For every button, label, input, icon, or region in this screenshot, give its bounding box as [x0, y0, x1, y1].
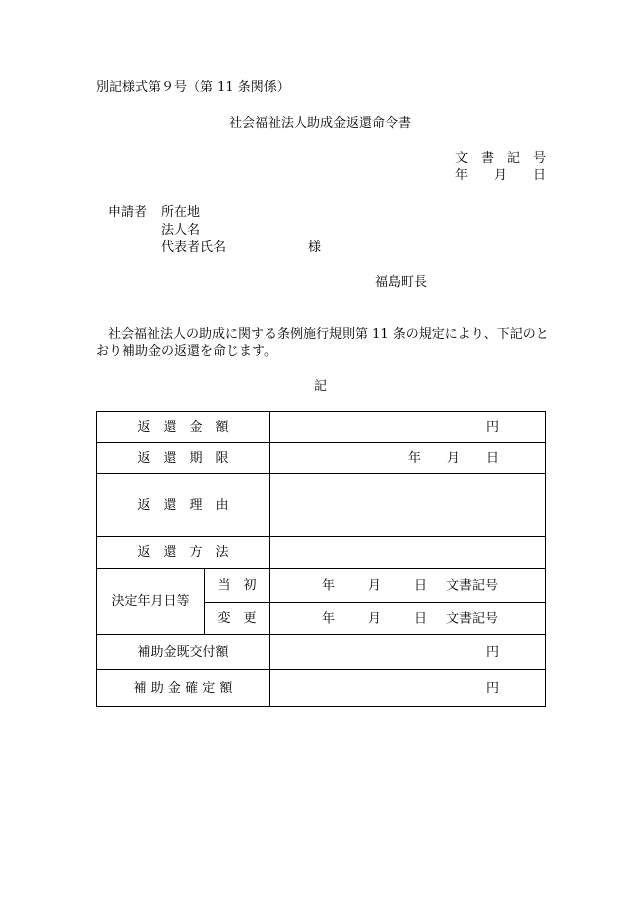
initial-day: 日 [414, 578, 428, 593]
change-day: 日 [414, 611, 428, 626]
reason-label: 返 還 理 由 [97, 474, 270, 537]
method-label: 返 還 方 法 [97, 537, 270, 569]
address-label: 所在地 [161, 205, 201, 220]
confirmed-amount-unit: 円 [270, 670, 546, 707]
table-row [97, 569, 546, 603]
change-month: 月 [368, 611, 382, 626]
delivered-amount-label: 補助金既交付額 [97, 635, 270, 670]
table-row [97, 670, 546, 707]
change-label: 変 更 [205, 603, 270, 635]
initial-date-value [270, 569, 546, 603]
refund-details-table [96, 411, 546, 707]
body-line-1: 社会福祉法人の助成に関する条例施行規則第 11 条の規定により、下記のと [108, 327, 549, 342]
initial-year: 年 [322, 578, 336, 593]
initial-month: 月 [368, 578, 382, 593]
applicant-label: 申請者 [108, 205, 148, 220]
delivered-amount-unit: 円 [270, 635, 546, 670]
table-row [97, 412, 546, 443]
change-date-value [270, 603, 546, 635]
confirmed-amount-label: 補 助 金 確 定 額 [97, 670, 270, 707]
table-row [97, 443, 546, 474]
representative-label: 代表者氏名 [161, 240, 227, 255]
corp-name-label: 法人名 [161, 223, 201, 238]
initial-doc-no: 文書記号 [446, 578, 499, 593]
reason-value [270, 474, 546, 537]
doc-number-label: 文 書 記 号 [455, 151, 547, 166]
decision-date-label: 決定年月日等 [97, 569, 205, 635]
table-row [97, 537, 546, 569]
method-value [270, 537, 546, 569]
table-row [97, 635, 546, 670]
change-year: 年 [322, 611, 336, 626]
date-label: 年 月 日 [455, 168, 547, 183]
body-line-2: おり補助金の返還を命じます。 [96, 344, 277, 359]
change-doc-no: 文書記号 [446, 611, 499, 626]
table-row [97, 474, 546, 537]
form-number: 別記様式第９号（第 11 条関係） [96, 80, 290, 95]
amount-unit: 円 [270, 412, 546, 443]
deadline-value: 年 月 日 [270, 443, 546, 474]
initial-label: 当 初 [205, 569, 270, 603]
ki-mark: 記 [314, 379, 328, 394]
document-title: 社会福祉法人助成金返還命令書 [229, 116, 412, 131]
amount-label: 返 還 金 額 [97, 412, 270, 443]
honorific: 様 [308, 240, 322, 255]
deadline-label: 返 還 期 限 [97, 443, 270, 474]
issuer: 福島町長 [375, 275, 428, 290]
